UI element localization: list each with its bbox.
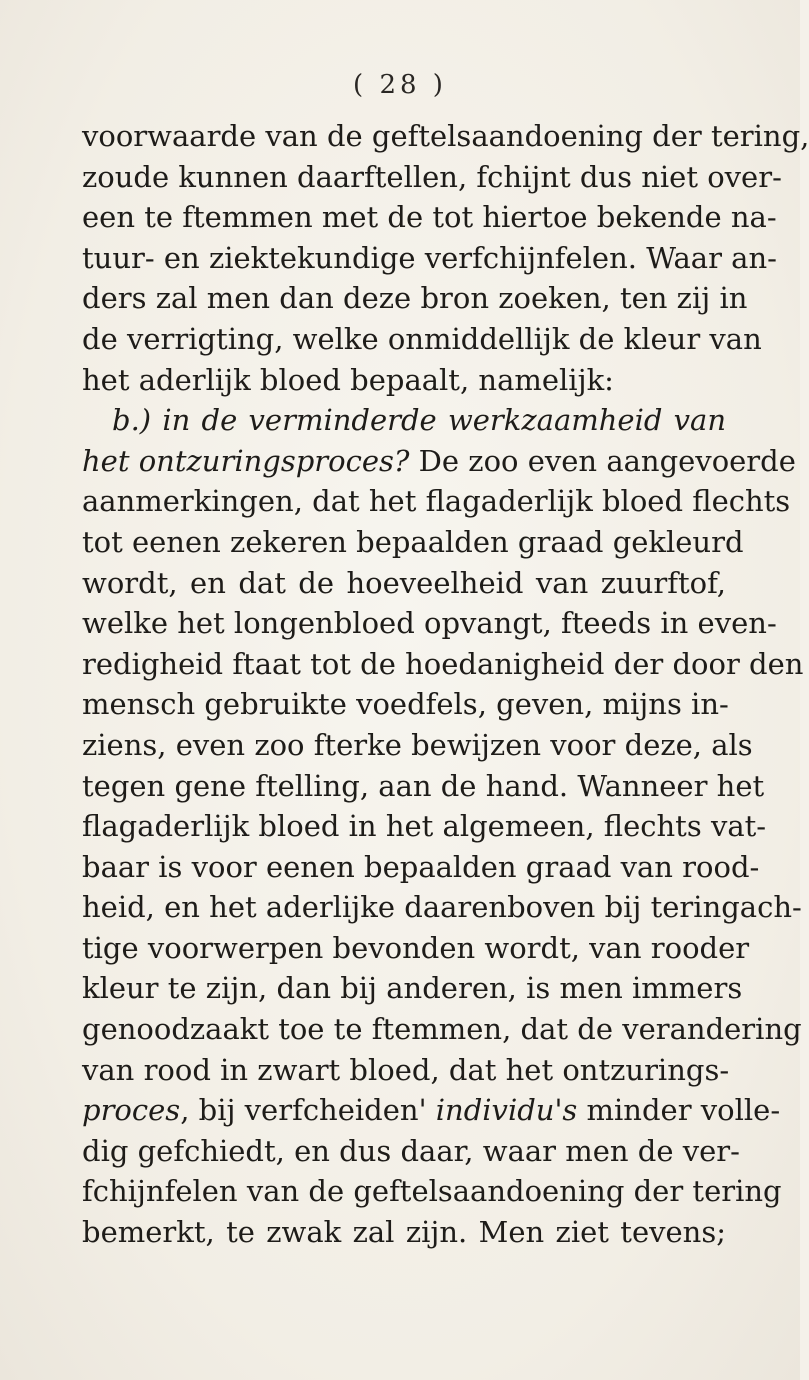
text-line: van rood in zwart bloed, dat het ontzurings-	[82, 1052, 730, 1087]
text-line: het aderlijk bloed bepaalt, namelijk:	[82, 362, 614, 397]
text-line: tegen gene ftelling, aan de hand. Wanneer het	[82, 768, 765, 803]
text-line: welke het longenbloed opvangt, fteeds in even-	[82, 606, 777, 641]
text-line: ders zal men dan deze bron zoeken, ten zij in	[82, 281, 748, 316]
text-run: minder volle-	[577, 1093, 781, 1128]
text-line: genoodzaakt toe te ftemmen, dat de verandering	[82, 1012, 802, 1047]
text-line: tige voorwerpen bevonden wordt, van rooder	[82, 930, 750, 965]
page-number: ( 28 )	[353, 70, 447, 100]
text-line: kleur te zijn, dan bij anderen, is men immers	[82, 971, 743, 1006]
italic-phrase: in de verminderde werkzaamheid van	[162, 403, 727, 438]
text-run: De zoo even aangevoerde	[409, 443, 796, 478]
text-line: de verrigting, welke onmiddellijk de kleur van	[82, 321, 762, 356]
text-line: baar is voor eenen bepaalden graad van rood-	[82, 849, 760, 884]
body-text	[82, 116, 809, 1253]
text-line: zoude kunnen daarftellen, fchijnt dus niet over-	[82, 159, 782, 194]
text-line-subheading	[82, 400, 726, 441]
text-line: fchijnfelen van de geftelsaandoening der tering	[82, 1174, 782, 1209]
text-line: aanmerkingen, dat het flagaderlijk bloed flechts	[82, 484, 791, 519]
italic-phrase: het ontzuringsproces?	[82, 443, 410, 478]
text-line: tot eenen zekeren bepaalden graad gekleurd	[82, 524, 744, 559]
italic-word: individu's	[435, 1093, 578, 1128]
section-label: b.)	[112, 403, 152, 438]
text-run: , bij verfcheiden'	[180, 1093, 427, 1128]
text-line: heid, en het aderlijke daarenboven bij teringach-	[82, 890, 802, 925]
text-line: bemerkt, te zwak zal zijn. Men ziet tevens;	[82, 1215, 726, 1250]
text-line: wordt, en dat de hoeveelheid van zuurftof,	[82, 565, 726, 600]
text-line: flagaderlijk bloed in het algemeen, flechts vat-	[82, 809, 767, 844]
text-line: ziens, even zoo fterke bewijzen voor deze, als	[82, 727, 753, 762]
text-line: dig gefchiedt, en dus daar, waar men de ver-	[82, 1133, 740, 1168]
text-line: voorwaarde van de geftelsaandoening der tering,	[82, 119, 809, 153]
text-line: tuur- en ziektekundige verfchijnfelen. Waar an-	[82, 240, 777, 275]
text-line: redigheid ftaat tot de hoedanigheid der door den	[82, 646, 804, 681]
text-line-mixed	[82, 1090, 781, 1131]
text-line-mixed	[82, 441, 796, 482]
text-line: een te ftemmen met de tot hiertoe bekende na-	[82, 200, 777, 235]
italic-word: proces	[82, 1093, 181, 1128]
text-line: mensch gebruikte voedfels, geven, mijns in-	[82, 687, 729, 722]
